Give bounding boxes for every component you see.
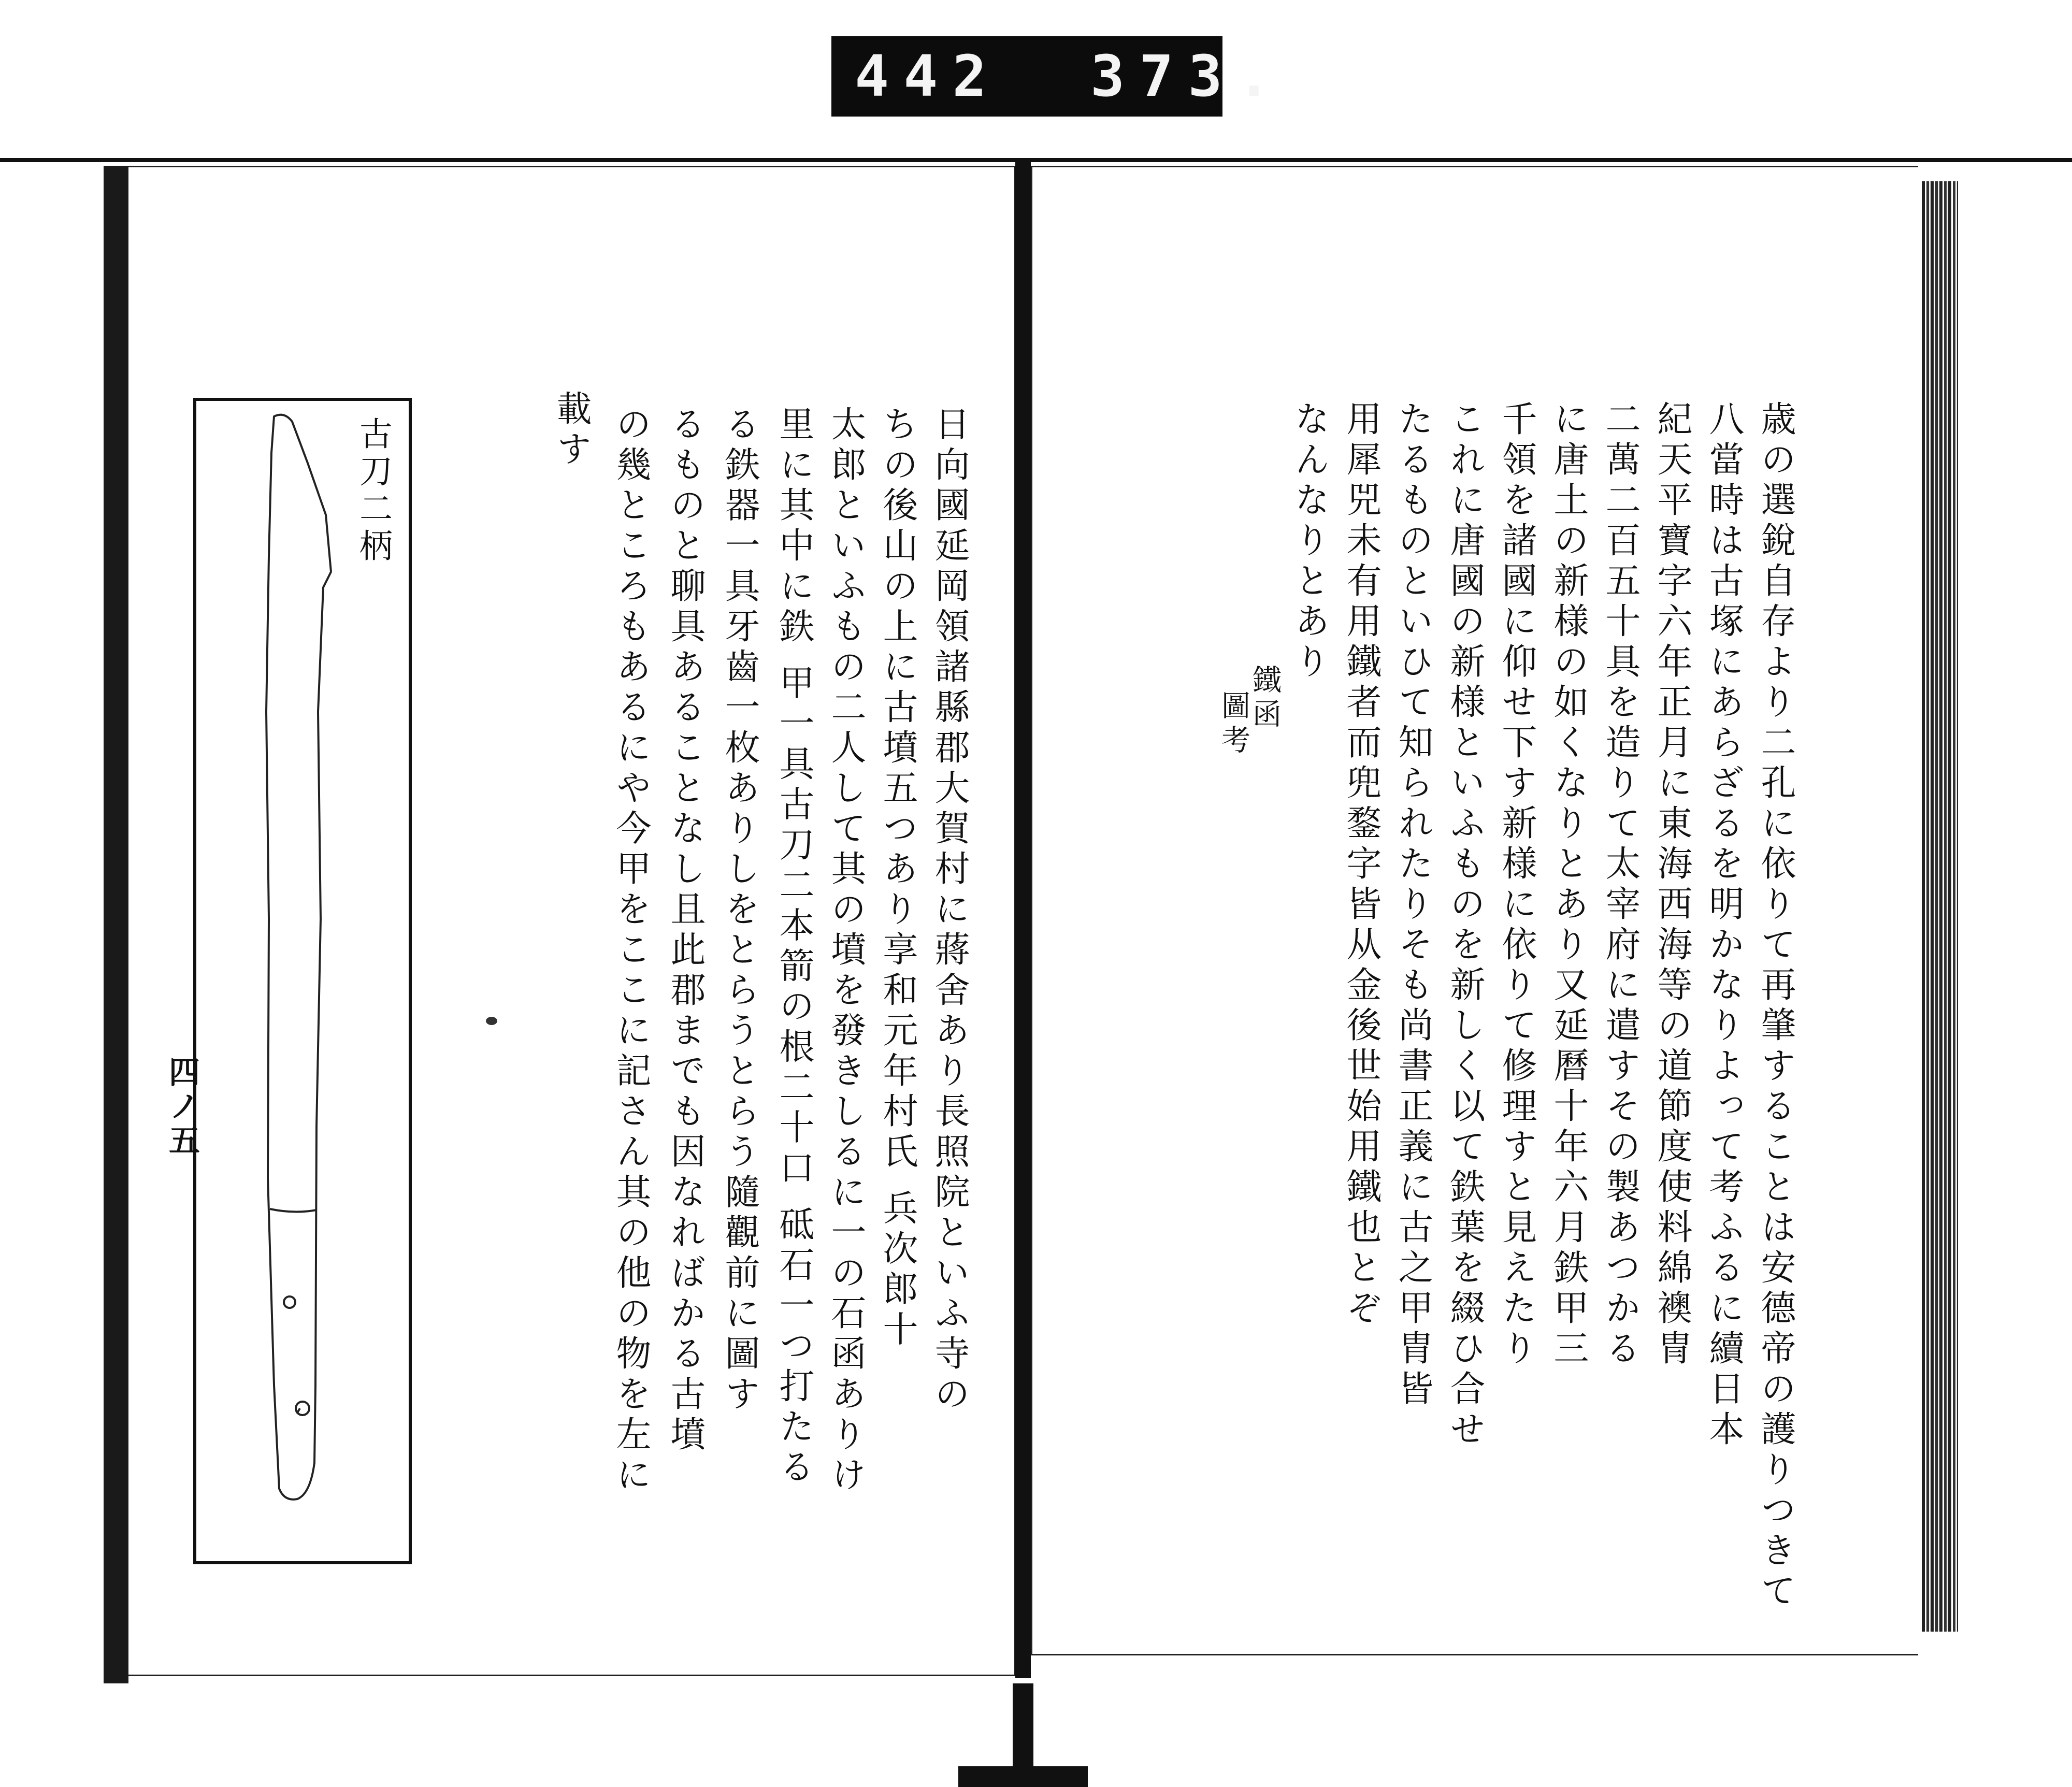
- book-stand-stem: [1013, 1683, 1033, 1771]
- reel-number-left: 442: [855, 43, 1001, 109]
- reel-number-right: 373.: [1090, 43, 1286, 109]
- film-reel-label: [831, 36, 1286, 117]
- figure-caption: 古刀二柄: [354, 416, 392, 566]
- ink-speck: [486, 1017, 497, 1025]
- book-right-edge: [1922, 181, 1958, 1632]
- right-text-column-3: 紀天平寶字六年正月に東海西海等の道節度使料綿襖冑: [1651, 400, 1692, 1370]
- sword-figure-box: [193, 398, 412, 1564]
- source-note-title: 鐵函: [1248, 665, 1282, 733]
- right-text-column-7: これに唐國の新様といふものを新しく以て鉄葉を綴ひ合せ: [1444, 400, 1485, 1451]
- left-text-column-4: 里に其中に鉄 甲一具古刀二本箭の根二十口 砥石一つ打たる: [773, 406, 814, 1489]
- left-text-column-6: るものと聊具あることなし且此郡までも因なればかる古墳: [665, 406, 706, 1456]
- right-page: [1031, 166, 1918, 1655]
- right-text-column-8: たるものといひて知られたりそも尚書正義に古之甲胄皆: [1392, 400, 1433, 1410]
- left-text-column-7: の幾ところもあるにや今甲をここに記さん其の他の物を左に: [610, 406, 651, 1496]
- left-text-column-1: 日向國延岡領諸縣郡大賀村に蔣舍あり長照院といふ寺の: [929, 406, 970, 1416]
- book-stand-base: [958, 1766, 1088, 1787]
- right-text-column-1: 歳の選銳自存より二孔に依りて再肇することは安德帝の護りつきて: [1755, 400, 1796, 1612]
- right-text-column-2: 八當時は古塚にあらざるを明かなりよって考ふるに續日本: [1703, 400, 1744, 1451]
- right-text-column-6: 千領を諸國に仰せ下す新様に依りて修理すと見えたり: [1496, 400, 1537, 1370]
- left-text-column-2: ちの後山の上に古墳五つあり享和元年村氏 兵次郎十: [877, 406, 918, 1351]
- source-note-subtitle: 圖考: [1217, 690, 1250, 759]
- left-text-column-8: 載す: [551, 390, 592, 471]
- left-page: [128, 166, 1016, 1676]
- right-text-column-10: なんなりとあり: [1289, 400, 1330, 683]
- book-left-edge: [104, 166, 128, 1683]
- right-text-column-9: 用犀兕未有用鐵者而兜鍪字皆从金後世始用鐵也とぞ: [1341, 400, 1382, 1330]
- book-spread: [104, 166, 1958, 1683]
- scan-top-rule: [0, 158, 2072, 162]
- right-text-column-4: 二萬二百五十具を造りて太宰府に遣すその製あつかる: [1600, 400, 1641, 1370]
- left-text-column-5: る鉄器一具牙齒一枚ありしをとらうとらう隨觀前に圖す: [719, 406, 760, 1416]
- page-number: 四ノ五: [164, 1056, 200, 1158]
- ancient-sword-drawing: [196, 401, 409, 1561]
- left-text-column-3: 太郎といふもの二人して其の墳を發きしるに一の石函ありけ: [825, 406, 866, 1496]
- right-text-column-5: に唐土の新様の如くなりとあり又延曆十年六月鉄甲三: [1548, 400, 1589, 1370]
- book-gutter: [1015, 161, 1031, 1678]
